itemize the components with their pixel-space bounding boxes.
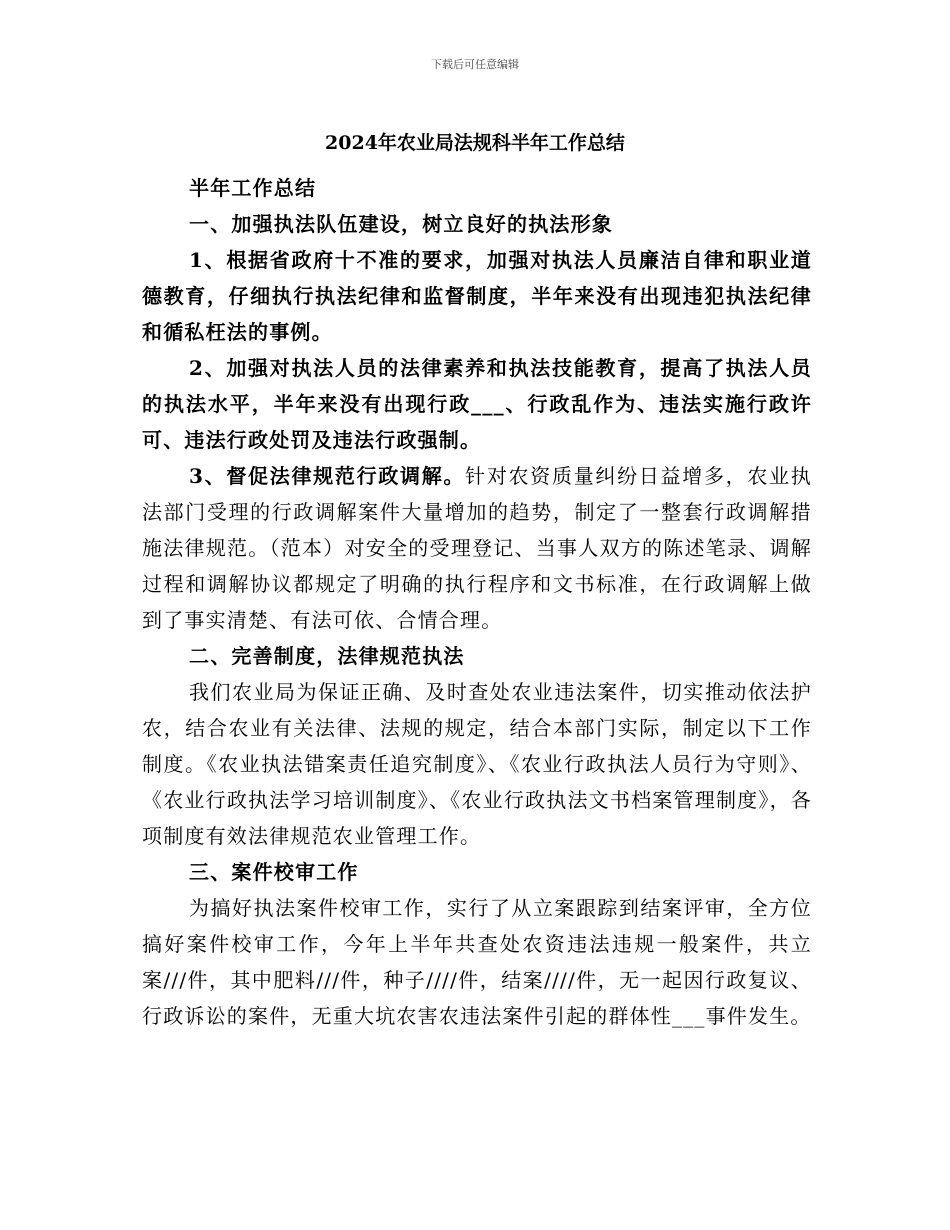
- paragraph-item-3-lead: 3、督促法律规范行政调解。: [189, 464, 466, 488]
- paragraph-systems: 我们农业局为保证正确、及时查处农业违法案件，切实推动依法护农，结合农业有关法律、法规的规定，结合本部门实际，制定以下工作制度。《农业执法错案责任追究制度》、《农业行政执法人员行为守则》、《农业行政执法学习培训制度》、《农业行政执法文书档案管理制度》，各项制度有效法律规范农业管理工作。: [142, 680, 812, 848]
- header-note: 下载后可任意编辑: [431, 58, 519, 71]
- document-title: 2024年农业局法规科半年工作总结: [325, 132, 625, 154]
- paragraph-case-review: 为搞好执法案件校审工作，实行了从立案跟踪到结案评审，全方位搞好案件校审工作，今年上半年共查处农资违法违规一般案件，共立案///件，其中肥料///件，种子////件，结案////件，无一起因行政复议、行政诉讼的案件，无重大坑农害农违法案件引起的群体性___事件发生。: [142, 896, 812, 1028]
- paragraph-item-3-body: 针对农资质量纠纷日益增多，农业执法部门受理的行政调解案件大量增加的趋势，制定了一整套行政调解措施法律规范。（范本）对安全的受理登记、当事人双方的陈述笔录、调解过程和调解协议都规定了明确的执行程序和文书标准，在行政调解上做到了事实清楚、有法可依、合情合理。: [142, 464, 812, 632]
- section-heading-summary: 半年工作总结: [189, 176, 317, 200]
- section-heading-3: 三、案件校审工作: [189, 860, 359, 884]
- paragraph-item-3: [142, 458, 812, 638]
- paragraph-item-2: 2、加强对执法人员的法律素养和执法技能教育，提高了执法人员的执法水平，半年来没有出现行政___、行政乱作为、违法实施行政许可、违法行政处罚及违法行政强制。: [142, 356, 812, 452]
- section-heading-1: 一、加强执法队伍建设，树立良好的执法形象: [189, 212, 613, 236]
- paragraph-item-1: 1、根据省政府十不准的要求，加强对执法人员廉洁自律和职业道德教育，仔细执行执法纪律和监督制度，半年来没有出现违犯执法纪律和循私枉法的事例。: [142, 248, 812, 344]
- section-heading-2: 二、完善制度，法律规范执法: [189, 644, 465, 668]
- document-body: [142, 170, 812, 1034]
